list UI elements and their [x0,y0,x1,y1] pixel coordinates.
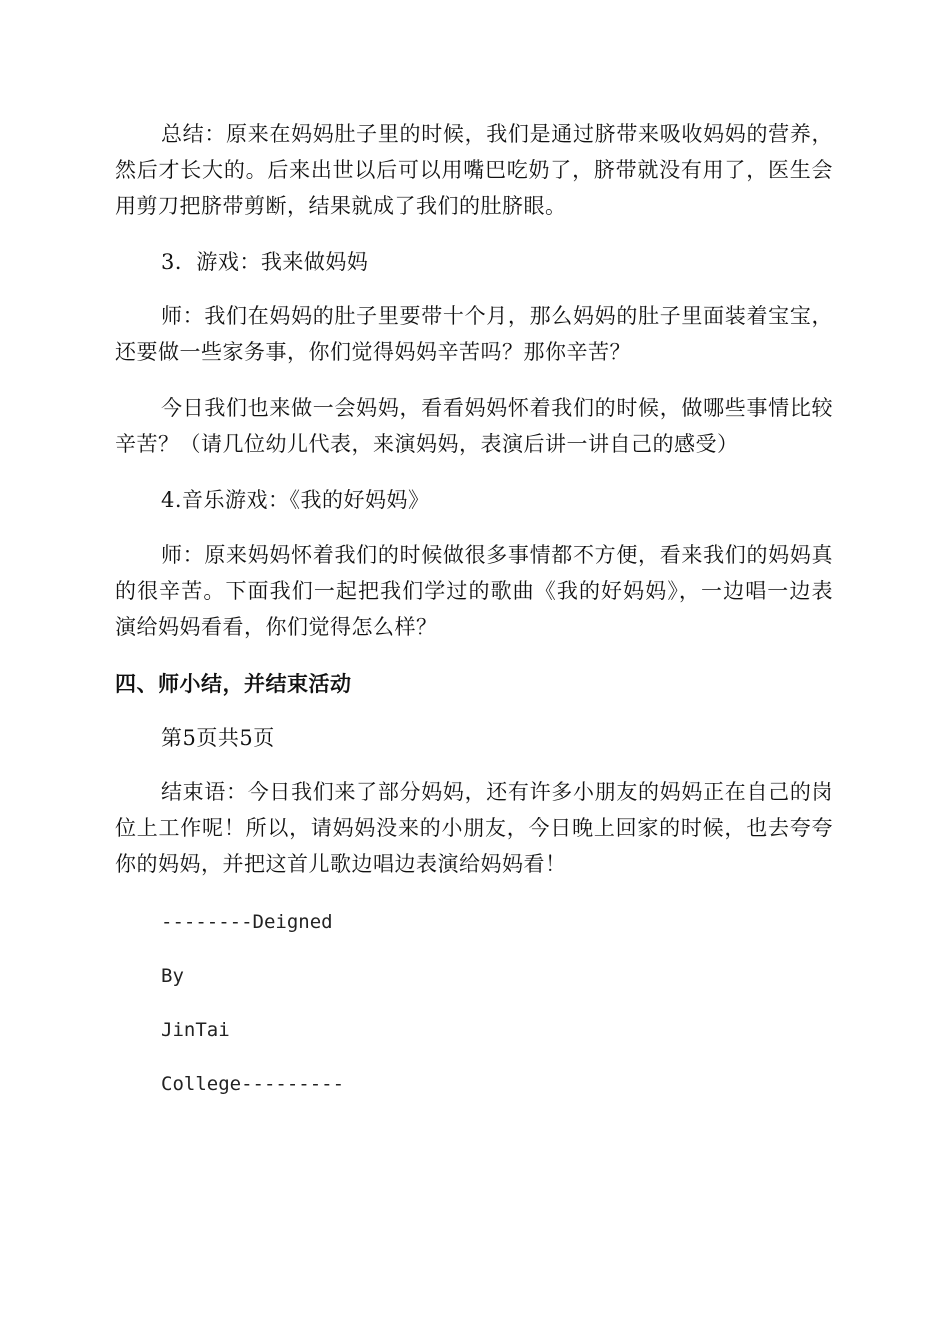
footer-line-jintai: JinTai [161,1019,230,1041]
page-indicator: 第5页共5页 [161,726,275,750]
summary-paragraph: 总结：原来在妈妈肚子里的时候，我们是通过脐带来吸收妈妈的营养，然后才长大的。后来出世以后可以用嘴巴吃奶了，脐带就没有用了，医生会用剪刀把脐带剪断，结果就成了我们的肚脐眼。 [115,122,833,218]
teacher-song-paragraph: 师：原来妈妈怀着我们的时候做很多事情都不方便，看来我们的妈妈真的很辛苦。下面我们一起把我们学过的歌曲《我的好妈妈》，一边唱一边表演给妈妈看看，你们觉得怎么样？ [115,543,833,639]
game-heading: 3．游戏：我来做妈妈 [161,250,369,274]
footer-line-college: College--------- [161,1073,345,1095]
section-heading: 四、师小结，并结束活动 [115,671,352,696]
music-game-heading: 4.音乐游戏：《我的好妈妈》 [161,488,430,512]
closing-paragraph: 结束语：今日我们来了部分妈妈，还有许多小朋友的妈妈正在自己的岗位上工作呢！所以，请妈妈没来的小朋友，今日晚上回家的时候，也去夸夸你的妈妈，并把这首儿歌边唱边表演给妈妈看！ [115,780,833,876]
footer-line-by: By [161,965,184,987]
footer-line-designed: --------Deigned [161,911,333,933]
activity-paragraph: 今日我们也来做一会妈妈，看看妈妈怀着我们的时候，做哪些事情比较辛苦？（请几位幼儿代表，来演妈妈，表演后讲一讲自己的感受） [115,396,833,456]
teacher-paragraph: 师：我们在妈妈的肚子里要带十个月，那么妈妈的肚子里面装着宝宝，还要做一些家务事，你们觉得妈妈辛苦吗？那你辛苦？ [115,304,833,364]
